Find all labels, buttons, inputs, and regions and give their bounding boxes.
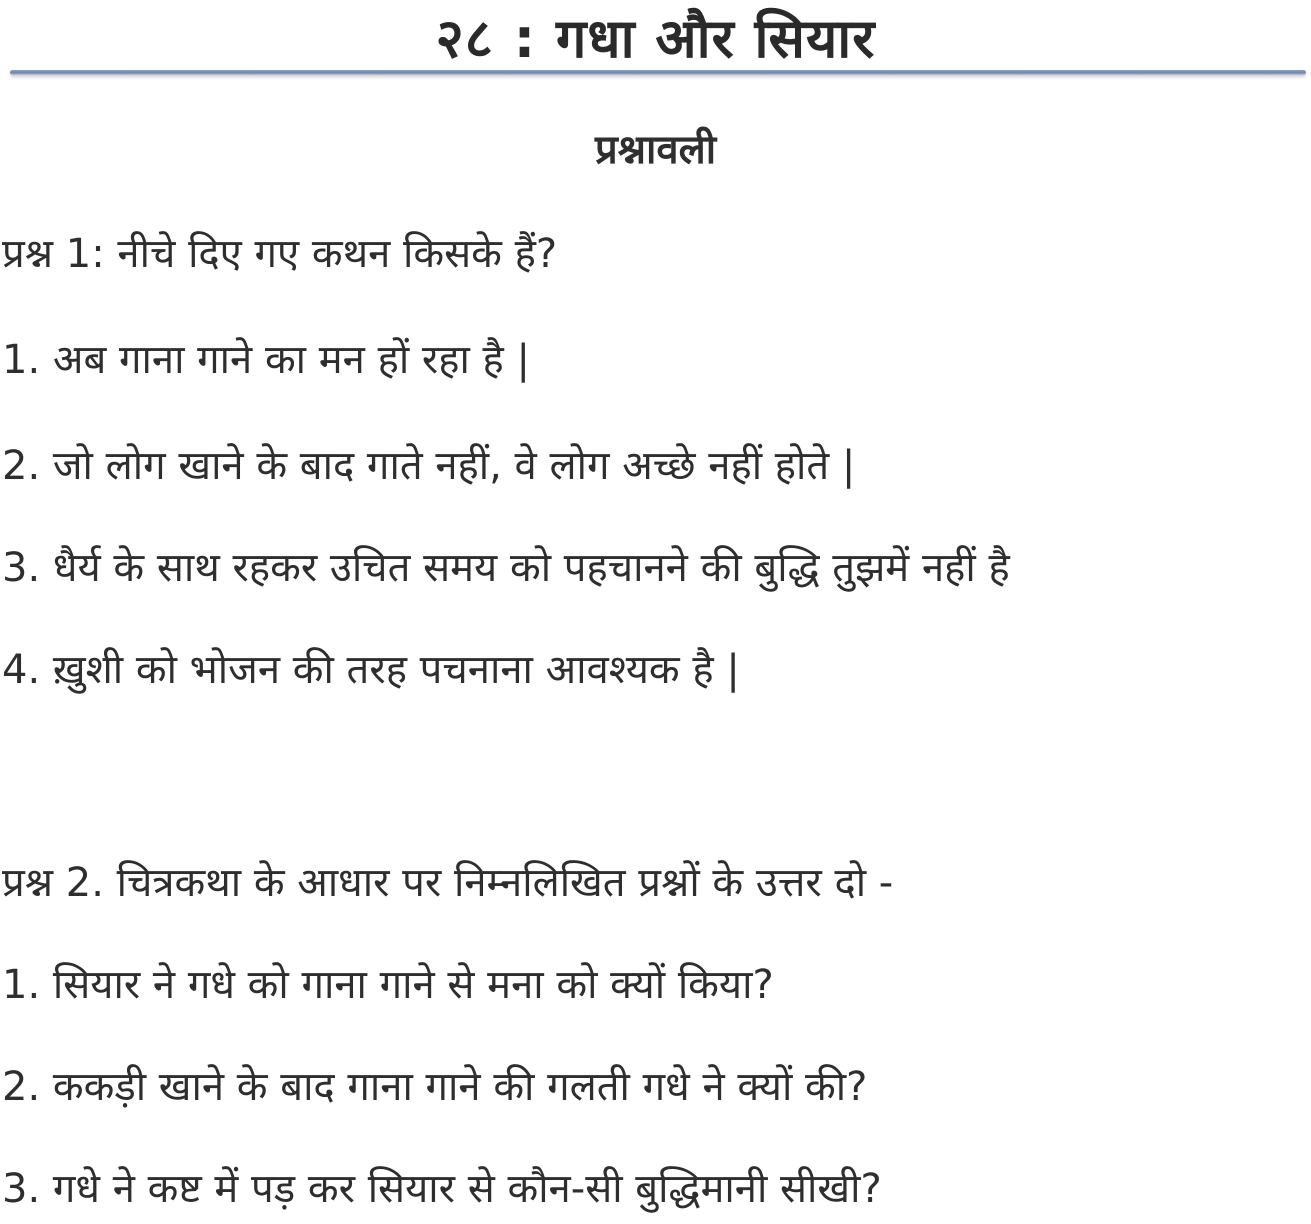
question-1-item-3: 3. धैर्य के साथ रहकर उचित समय को पहचानने की बुद्धि तुझमें नहीं है xyxy=(2,545,1010,591)
question-1-item-4: 4. ख़ुशी को भोजन की तरह पचनाना आवश्यक है | xyxy=(2,647,740,693)
question-2-item-1: 1. सियार ने गधे को गाना गाने से मना को क्यों किया? xyxy=(2,962,774,1008)
title-divider xyxy=(10,70,1306,75)
question-1-item-2: 2. जो लोग खाने के बाद गाते नहीं, वे लोग अच्छे नहीं होते | xyxy=(2,443,856,489)
question-1-heading: प्रश्न 1: नीचे दिए गए कथन किसके हैं? xyxy=(2,231,558,277)
question-2-item-2: 2. ककड़ी खाने के बाद गाना गाने की गलती गधे ने क्यों की? xyxy=(2,1064,868,1110)
page-title: २८ : गधा और सियार xyxy=(435,7,876,70)
question-1-item-1: 1. अब गाना गाने का मन हों रहा है | xyxy=(2,337,530,383)
question-2-heading: प्रश्न 2. चित्रकथा के आधार पर निम्नलिखित प्रश्नों के उत्तर दो - xyxy=(2,860,894,906)
question-2-item-3: 3. गधे ने कष्ट में पड़ कर सियार से कौन-सी बुद्धिमानी सीखी? xyxy=(2,1166,882,1212)
section-heading: प्रश्नावली xyxy=(594,127,717,173)
